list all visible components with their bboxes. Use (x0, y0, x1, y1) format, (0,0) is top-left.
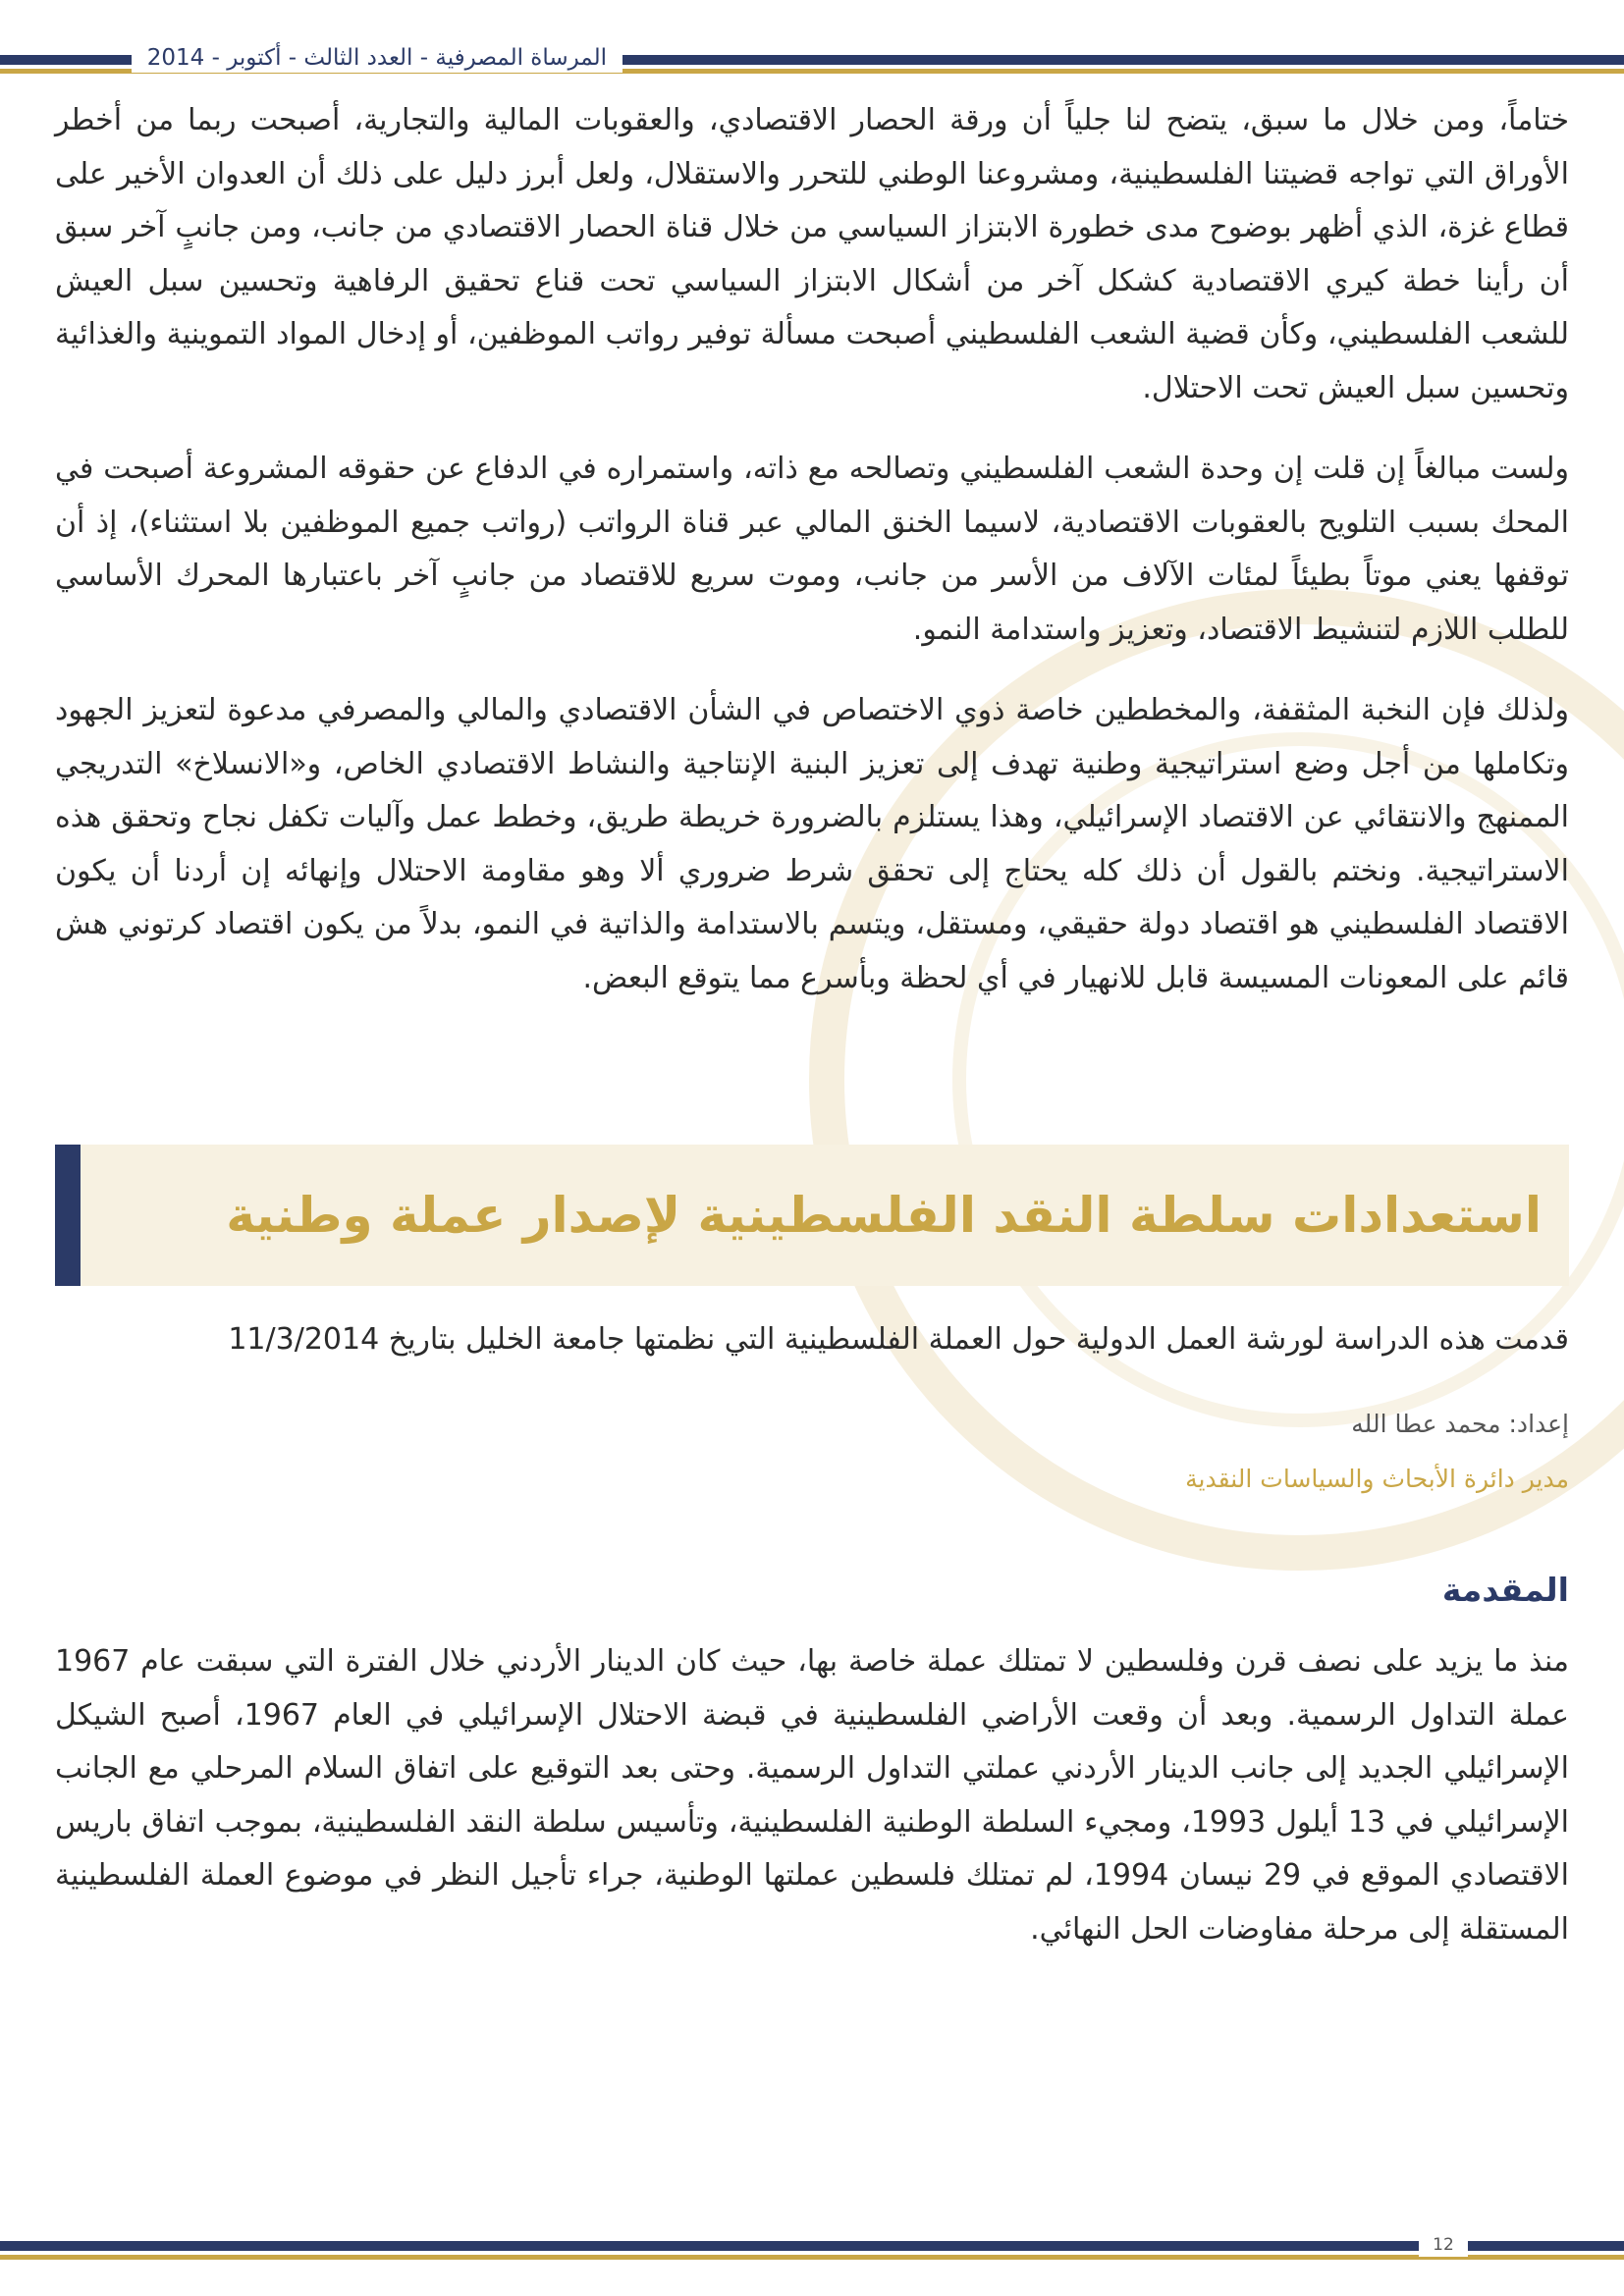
article-title: استعدادات سلطة النقد الفلسطينية لإصدار عملة وطنية (226, 1187, 1542, 1244)
page-number: 12 (1419, 2233, 1468, 2257)
article-intro: قدمت هذه الدراسة لورشة العمل الدولية حول العملة الفلسطينية التي نظمتها جامعة الخليل بتاريخ 11/3/2014 (228, 1322, 1569, 1357)
paragraph: منذ ما يزيد على نصف قرن وفلسطين لا تمتلك عملة خاصة بها، حيث كان الدينار الأردني خلال الفترة التي سبقت عام 1967 عملة التداول الرسمية. وبعد أن وقعت الأراضي الفلسطينية في قبضة الاحتلال الإسرائيلي في العام 1967، أصبح الشيكل الإسرائيلي الجديد إلى جانب الدينار الأردني عملتي التداول الرسمية. وحتى بعد التوقيع على اتفاق السلام المرحلي مع الجانب الإسرائيلي في 13 أيلول 1993، ومجيء السلطة الوطنية الفلسطينية، وتأسيس سلطة النقد الفلسطينية، بموجب اتفاق باريس الاقتصادي الموقع في 29 نيسان 1994، لم تمتلك فلسطين عملتها الوطنية، جراء تأجيل النظر في موضوع العملة الفلسطينية المستقلة إلى مرحلة مفاوضات الحل النهائي. (55, 1644, 1570, 1947)
masthead: المرساة المصرفية - العدد الثالث - أكتوبر - 2014 (132, 43, 623, 73)
author-line: إعداد: محمد عطا الله (1351, 1410, 1569, 1438)
paragraph: ولذلك فإن النخبة المثقفة، والمخططين خاصة ذوي الاختصاص في الشأن الاقتصادي والمالي والمصرفي مدعوة لتعزيز الجهود وتكاملها من أجل وضع استراتيجية وطنية تهدف إلى تعزيز البنية الإنتاجية والنشاط الاقتصادي الخاص، و«الانسلاخ» التدريجي الممنهج والانتقائي عن الاقتصاد الإسرائيلي، وهذا يستلزم بالضرورة خريطة طريق، وخطط عمل وآليات تكفل نجاح وتحقق هذه الاستراتيجية. ونختم بالقول أن ذلك كله يحتاج إلى تحقق شرط ضروري ألا وهو مقاومة الاحتلال وإنهائه إن أردنا أن يكون الاقتصاد الفلسطيني هو اقتصاد دولة حقيقي، ومستقل، ويتسم بالاستدامة والذاتية في النمو، بدلاً من يكون اقتصاد كرتوني هش قائم على المعونات المسيسة قابل للانهيار في أي لحظة وبأسرع مما يتوقع البعض. (55, 693, 1569, 995)
author-role: مدير دائرة الأبحاث والسياسات النقدية (1185, 1465, 1569, 1493)
paragraph: ختاماً، ومن خلال ما سبق، يتضح لنا جلياً أن ورقة الحصار الاقتصادي، والعقوبات المالية والتجارية، أصبحت ربما من أخطر الأوراق التي تواجه قضيتنا الفلسطينية، ومشروعنا الوطني للتحرر والاستقلال، ولعل أبرز دليل على ذلك أن العدوان الأخير على قطاع غزة، الذي أظهر بوضوح مدى خطورة الابتزاز السياسي من خلال قناة الحصار الاقتصادي من جانب، ومن جانبٍ آخر سبق أن رأينا خطة كيري الاقتصادية كشكل آخر من أشكال الابتزاز السياسي تحت قناع تحقيق الرفاهية وتحسين سبل العيش للشعب الفلسطيني، وكأن قضية الشعب الفلسطيني أصبحت مسألة توفير رواتب الموظفين، أو إدخال المواد التموينية والغذائية وتحسين سبل العيش تحت الاحتلال. (55, 103, 1569, 405)
paragraph: ولست مبالغاً إن قلت إن وحدة الشعب الفلسطيني وتصالحه مع ذاته، واستمراره في الدفاع عن حقوقه المشروعة أصبحت في المحك بسبب التلويح بالعقوبات الاقتصادية، لاسيما الخنق المالي عبر قناة الرواتب (رواتب جميع الموظفين بلا استثناء)، إذ أن توقفها يعني موتاً بطيئاً لمئات الآلاف من الأسر من جانب، وموت سريع للاقتصاد من جانبٍ آخر باعتبارها المحرك الأساسي للطلب اللازم لتنشيط الاقتصاد، وتعزيز واستدامة النمو. (55, 452, 1569, 647)
article-heading-box (55, 1145, 1569, 1286)
footer-rule-navy (0, 2241, 1624, 2251)
footer-rule-gold (0, 2255, 1624, 2260)
section-body (55, 1635, 1569, 1956)
article-body (55, 94, 1569, 1005)
section-title: المقدمة (1441, 1571, 1569, 1609)
footer-bar (0, 2208, 1624, 2296)
header-bar (0, 0, 1624, 88)
